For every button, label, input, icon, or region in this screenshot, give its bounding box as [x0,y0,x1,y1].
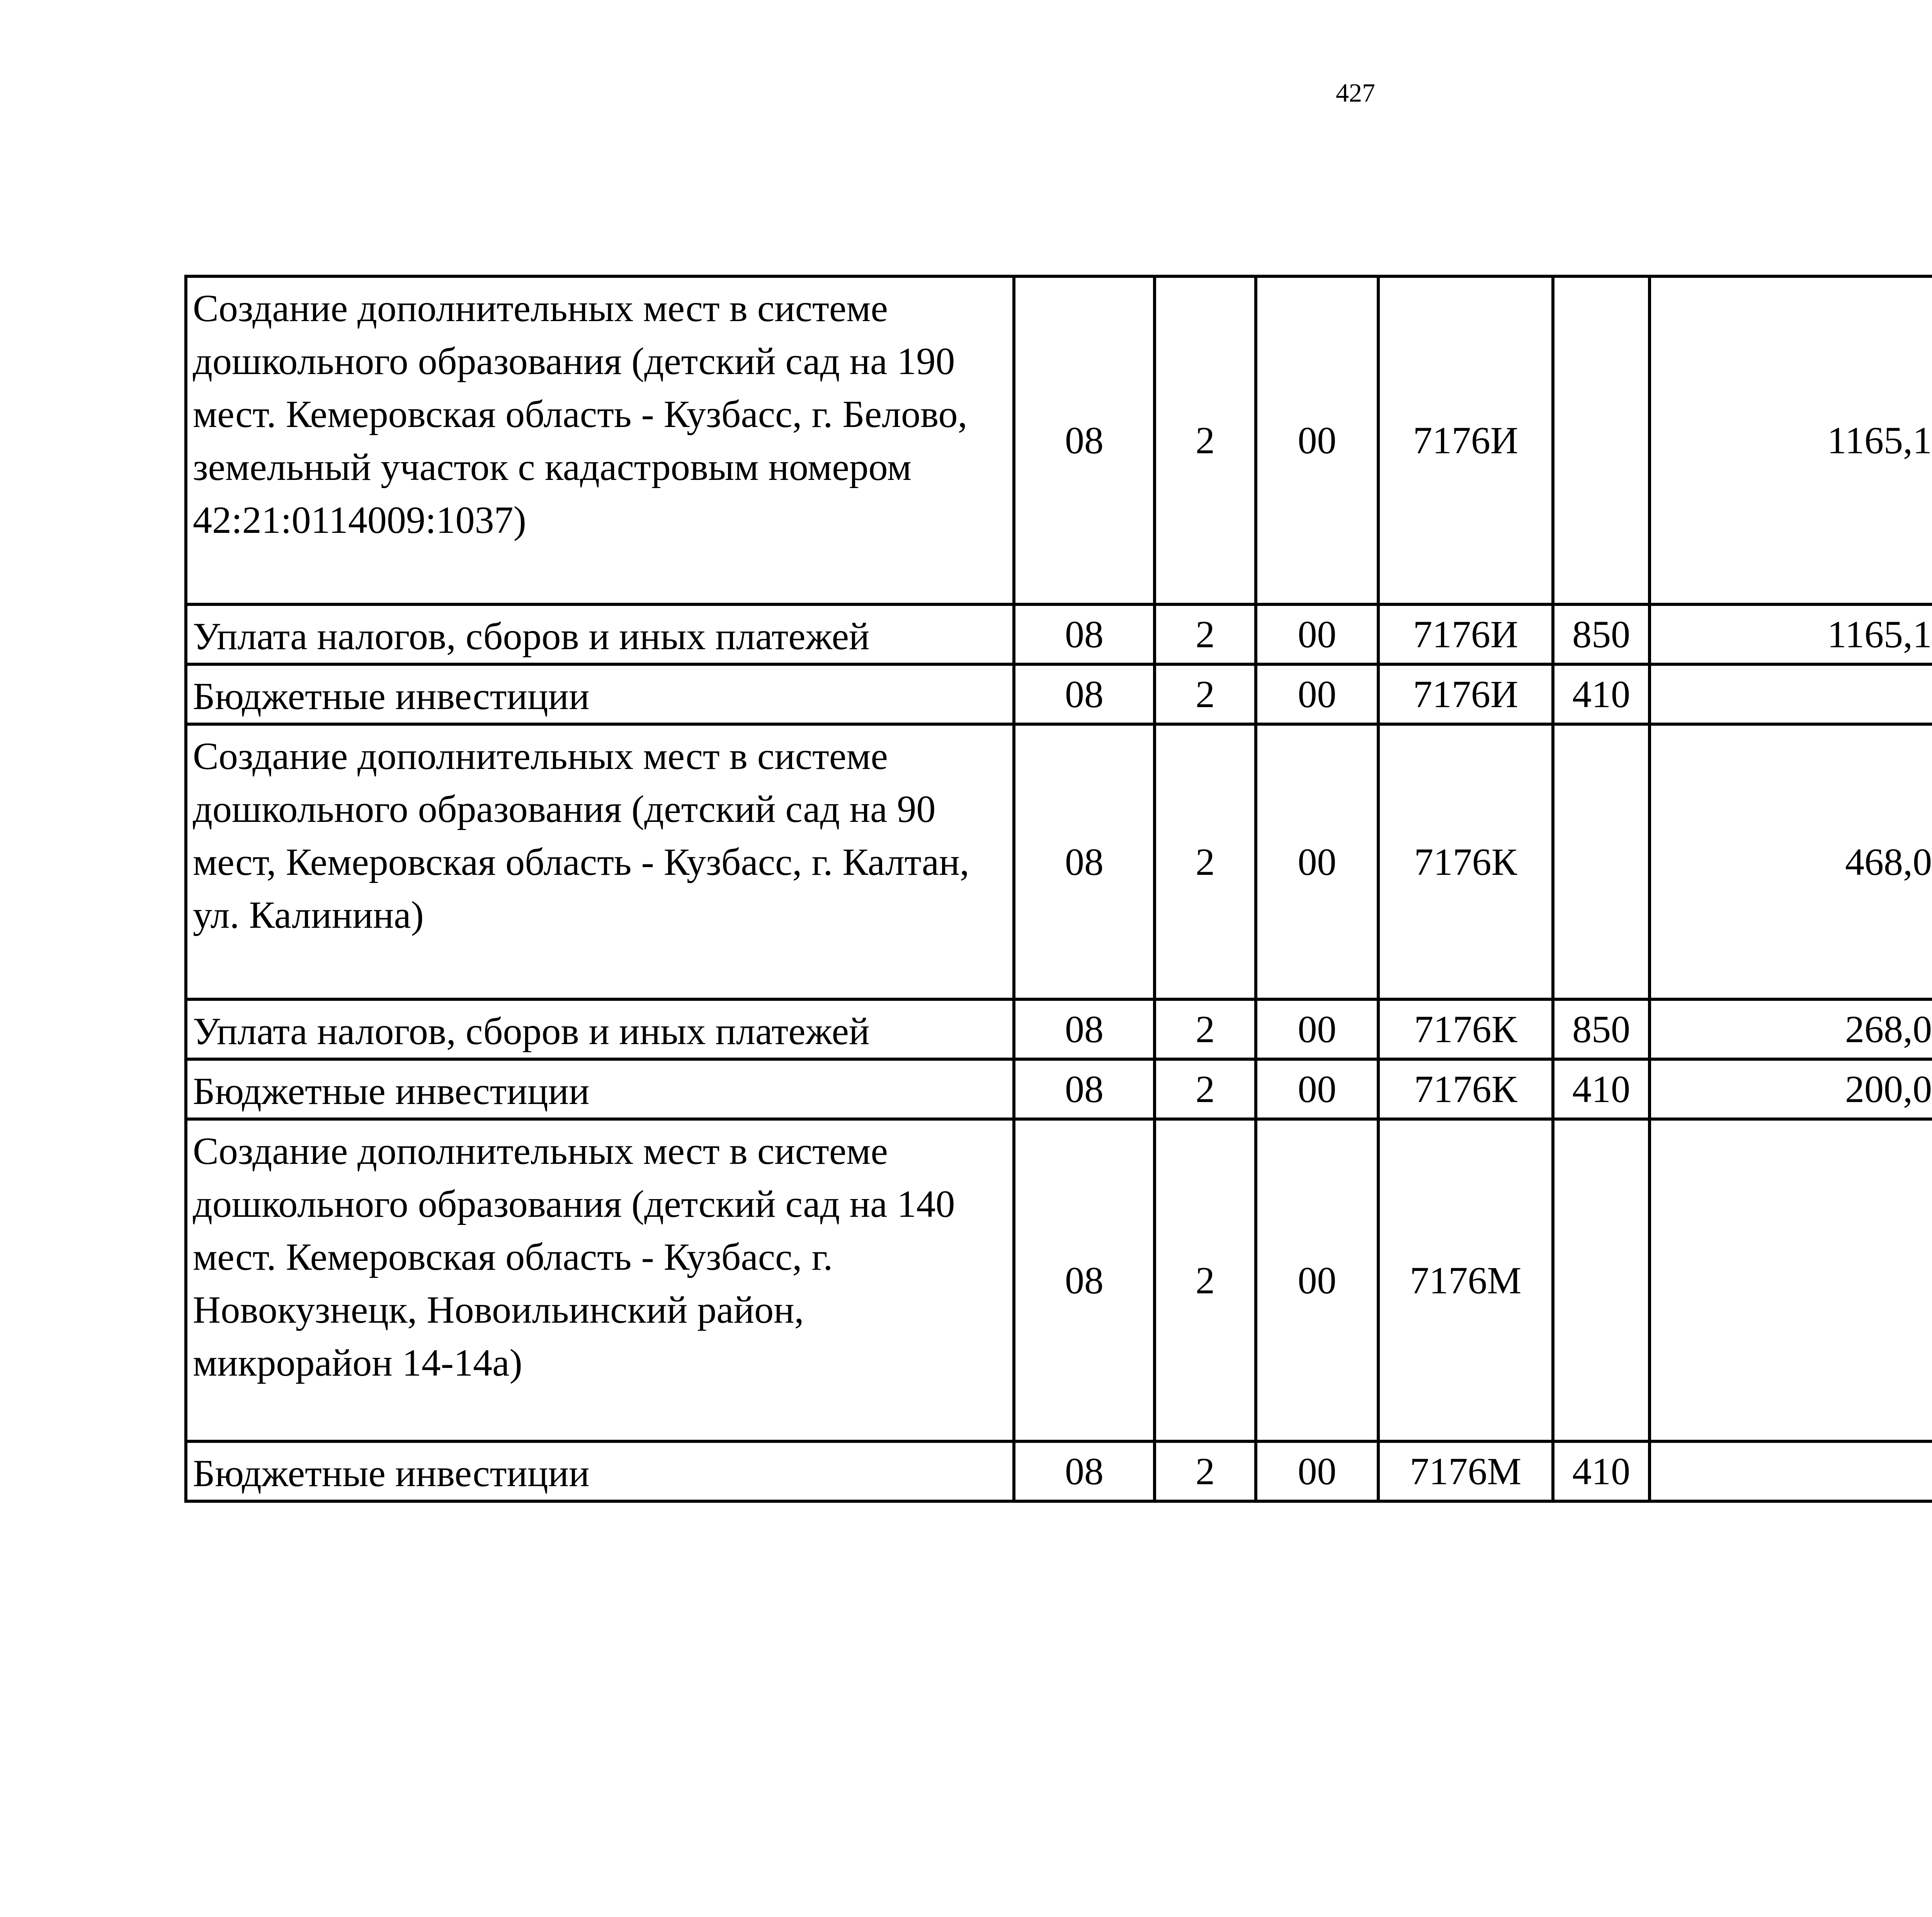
program-code: 2 [1155,724,1256,999]
expense-type-code: 850 [1553,999,1650,1059]
direction-code: 7176К [1378,724,1553,999]
section-code: 08 [1014,999,1155,1059]
expense-type-code: 410 [1553,1059,1650,1119]
table-row [186,664,1932,724]
program-code: 2 [1155,999,1256,1059]
subprogram-code: 00 [1256,1441,1378,1501]
program-code: 2 [1155,1059,1256,1119]
row-name: Создание дополнительных мест в системе дошкольного образования (детский сад на 190 мест. Кемеровская область - Кузбасс, г. Белово, земельный участок с кадастровым номером 42:21:0114009:1037) [186,276,1014,604]
row-name: Уплата налогов, сборов и иных платежей [186,999,1014,1059]
section-code: 08 [1014,724,1155,999]
subprogram-code: 00 [1256,276,1378,604]
row-name: Бюджетные инвестиции [186,664,1014,724]
direction-code: 7176И [1378,276,1553,604]
expense-type-code: 410 [1553,664,1650,724]
amount-year-1: 468,0 [1650,724,1932,999]
expense-type-code [1553,1119,1650,1441]
row-name: Бюджетные инвестиции [186,1059,1014,1119]
table-row [186,724,1932,999]
program-code: 2 [1155,664,1256,724]
program-code: 2 [1155,1441,1256,1501]
direction-code: 7176И [1378,664,1553,724]
amount-year-1: 268,0 [1650,999,1932,1059]
amount-year-1 [1650,1441,1932,1501]
table-row [186,276,1932,604]
row-name: Уплата налогов, сборов и иных платежей [186,604,1014,664]
amount-year-1 [1650,1119,1932,1441]
section-code: 08 [1014,604,1155,664]
expense-type-code: 850 [1553,604,1650,664]
amount-year-1: 200,0 [1650,1059,1932,1119]
table-row [186,999,1932,1059]
table-row [186,604,1932,664]
amount-year-1: 1165,1 [1650,276,1932,604]
table-row [186,1059,1932,1119]
expense-type-code [1553,724,1650,999]
program-code: 2 [1155,604,1256,664]
subprogram-code: 00 [1256,999,1378,1059]
page-number: 427 [1336,78,1375,107]
program-code: 2 [1155,276,1256,604]
budget-table [184,275,1932,1503]
table-row [186,1441,1932,1501]
section-code: 08 [1014,1441,1155,1501]
table-row [186,1119,1932,1441]
direction-code: 7176М [1378,1441,1553,1501]
direction-code: 7176И [1378,604,1553,664]
section-code: 08 [1014,1059,1155,1119]
section-code: 08 [1014,664,1155,724]
direction-code: 7176К [1378,1059,1553,1119]
section-code: 08 [1014,1119,1155,1441]
direction-code: 7176К [1378,999,1553,1059]
subprogram-code: 00 [1256,664,1378,724]
row-name: Бюджетные инвестиции [186,1441,1014,1501]
amount-year-1: 1165,1 [1650,604,1932,664]
subprogram-code: 00 [1256,1119,1378,1441]
amount-year-1 [1650,664,1932,724]
expense-type-code [1553,276,1650,604]
section-code: 08 [1014,276,1155,604]
row-name: Создание дополнительных мест в системе дошкольного образования (детский сад на 90 мест, Кемеровская область - Кузбасс, г. Калтан, ул. Калинина) [186,724,1014,999]
expense-type-code: 410 [1553,1441,1650,1501]
row-name: Создание дополнительных мест в системе дошкольного образования (детский сад на 140 мест. Кемеровская область - Кузбасс, г. Новокузнецк, Новоильинский район, микрорайон 14-14а) [186,1119,1014,1441]
program-code: 2 [1155,1119,1256,1441]
subprogram-code: 00 [1256,604,1378,664]
direction-code: 7176М [1378,1119,1553,1441]
subprogram-code: 00 [1256,724,1378,999]
subprogram-code: 00 [1256,1059,1378,1119]
